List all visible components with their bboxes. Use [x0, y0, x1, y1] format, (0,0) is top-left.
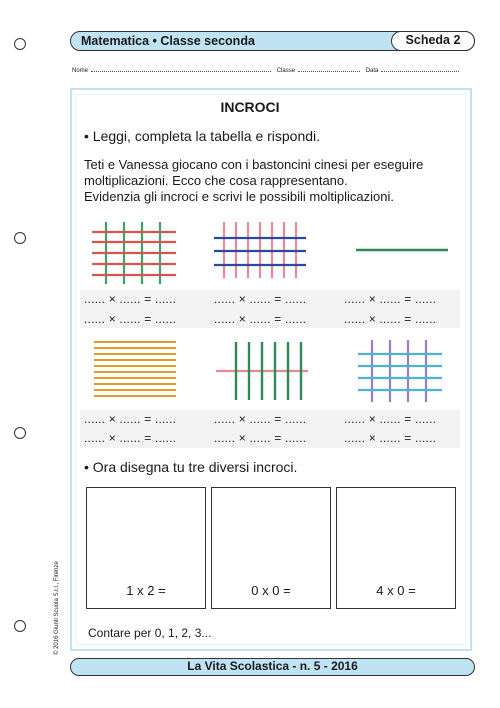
crossing-3	[356, 248, 448, 252]
equation-blank[interactable]: ...... × ...... = ......	[344, 312, 437, 326]
class-label: Classe	[276, 68, 296, 74]
crossing-4	[94, 340, 176, 402]
sheet-label: Scheda 2	[391, 31, 475, 51]
binder-hole-4	[14, 620, 26, 632]
instruction-draw: • Ora disegna tu tre diversi incroci.	[84, 459, 298, 475]
crossing-5	[216, 342, 308, 400]
equation-blank[interactable]: ...... × ...... = ......	[344, 412, 437, 426]
footer-bar: La Vita Scolastica - n. 5 - 2016	[70, 658, 475, 676]
draw-box-label: 1 x 2 =	[126, 583, 166, 598]
equation-blank[interactable]: ...... × ...... = ......	[84, 292, 177, 306]
equation-blank[interactable]: ...... × ...... = ......	[344, 431, 437, 445]
subject-label: Matematica • Classe seconda	[81, 34, 255, 48]
exercise-text	[84, 157, 464, 205]
equation-blank[interactable]: ...... × ...... = ......	[214, 412, 307, 426]
equation-blank[interactable]: ...... × ...... = ......	[344, 292, 437, 306]
crossing-6	[358, 340, 442, 402]
binder-hole-3	[14, 427, 26, 439]
equation-blank[interactable]: ...... × ...... = ......	[84, 412, 177, 426]
draw-box-label: 0 x 0 =	[251, 583, 291, 598]
instruction-read: • Leggi, completa la tabella e rispondi.	[84, 128, 321, 144]
date-line[interactable]	[381, 66, 459, 72]
student-fields	[72, 66, 463, 74]
equation-blank[interactable]: ...... × ...... = ......	[84, 312, 177, 326]
name-line[interactable]	[91, 66, 271, 72]
draw-box-1[interactable]	[86, 487, 206, 609]
exercise-text-line: Teti e Vanessa giocano con i bastoncini cinesi per eseguire	[84, 157, 424, 172]
binder-hole-2	[14, 232, 26, 244]
draw-box-label: 4 x 0 =	[376, 583, 416, 598]
exercise-text-line: moltiplicazioni. Ecco che cosa rappresentano.	[84, 173, 348, 188]
crossing-1	[92, 222, 176, 284]
copyright-credit: © 2016 Giunti Scuola S.r.l., Firenze	[54, 561, 60, 655]
page-title: INCROCI	[220, 99, 280, 115]
binder-hole-1	[14, 38, 26, 50]
draw-box-3[interactable]	[336, 487, 456, 609]
equation-blank[interactable]: ...... × ...... = ......	[214, 292, 307, 306]
equation-blank[interactable]: ...... × ...... = ......	[214, 431, 307, 445]
class-line[interactable]	[298, 66, 360, 72]
name-label: Nome	[72, 68, 89, 74]
exercise-text-line: Evidenzia gli incroci e scrivi le possibili moltiplicazioni.	[84, 189, 394, 204]
equation-blank[interactable]: ...... × ...... = ......	[84, 431, 177, 445]
date-label: Data	[365, 68, 379, 74]
crossing-2	[214, 222, 306, 278]
equation-blank[interactable]: ...... × ...... = ......	[214, 312, 307, 326]
draw-box-2[interactable]	[211, 487, 331, 609]
header-bar	[70, 31, 475, 51]
count-hint: Contare per 0, 1, 2, 3...	[88, 626, 212, 640]
